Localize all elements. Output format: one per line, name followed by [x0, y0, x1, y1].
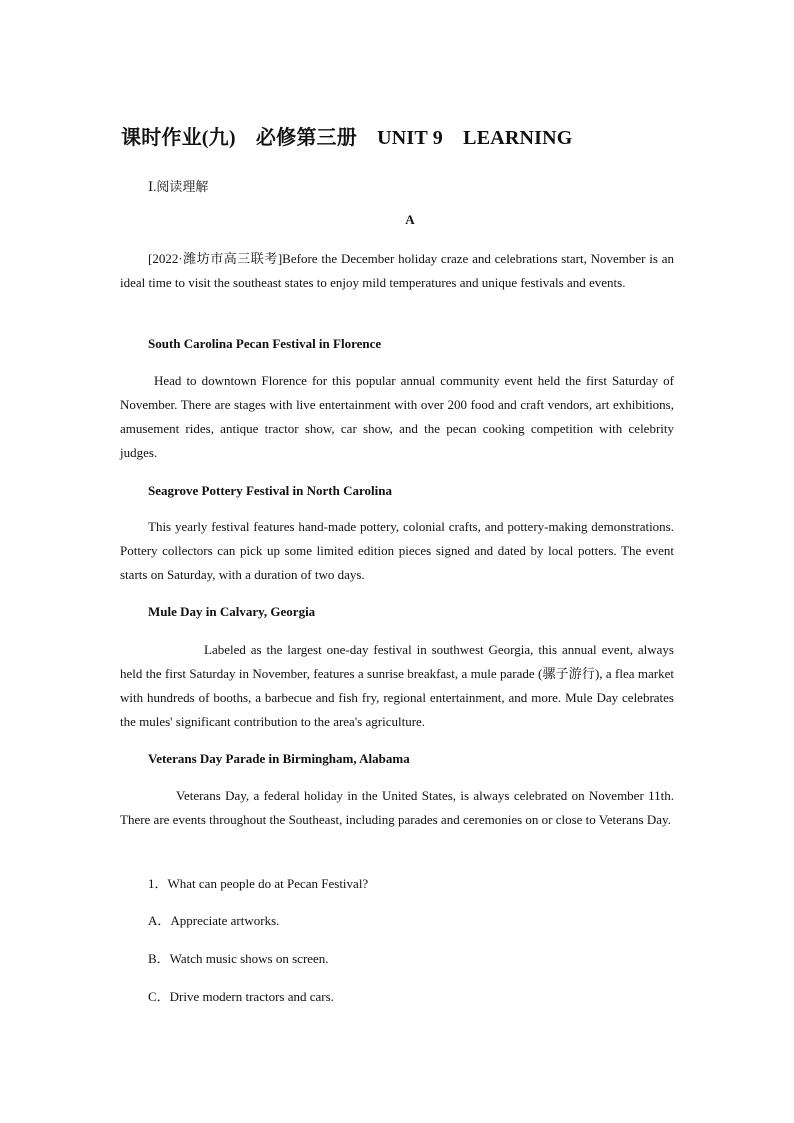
- festival-text-4: Veterans Day, a federal holiday in the United States, is always celebrated on November 11th. There are events throughout the Southeast, including parades and ceremonies on or close to Veterans Day.: [120, 788, 674, 827]
- festival-text-1: Head to downtown Florence for this popular annual community event held the first Saturday of November. There are stages with live entertainment with over 200 food and craft vendors, art exhibitions, amusement rides, antique tractor show, car show, and the pecan cooking competition with celebrity judges.: [120, 373, 674, 460]
- question-stem: 1．What can people do at Pecan Festival?: [148, 876, 369, 891]
- festival-heading-4: Veterans Day Parade in Birmingham, Alabama: [148, 751, 410, 766]
- option-b: B．Watch music shows on screen.: [148, 951, 329, 966]
- festival-text-2: This yearly festival features hand-made pottery, colonial crafts, and pottery-making demonstrations. Pottery collectors can pick up some limited edition pieces signed and dated by local potters. The event starts on Saturday, with a duration of two days.: [120, 519, 674, 582]
- option-a: A．Appreciate artworks.: [148, 913, 280, 928]
- intro-paragraph: [2022·潍坊市高三联考]Before the December holiday craze and celebrations start, November is an ideal time to visit the southeast states to enjoy mild temperatures and unique festivals and events.: [120, 251, 674, 290]
- option-c: C．Drive modern tractors and cars.: [148, 989, 334, 1004]
- section-label: Ⅰ.阅读理解: [148, 179, 209, 194]
- passage-label: A: [405, 212, 415, 227]
- festival-text-3: Labeled as the largest one-day festival in southwest Georgia, this annual event, always held the first Saturday in November, features a sunrise breakfast, a mule parade (骡子游行), a flea market with hundreds of booths, a barbecue and fish fry, regional entertainment, and more. Mule Day celebrates the mules' significant contribution to the area's agriculture.: [120, 642, 674, 729]
- page-title: 课时作业(九) 必修第三册 UNIT 9 LEARNING: [121, 127, 573, 149]
- festival-heading-1: South Carolina Pecan Festival in Florence: [148, 336, 382, 351]
- festival-heading-3: Mule Day in Calvary, Georgia: [148, 604, 316, 619]
- festival-heading-2: Seagrove Pottery Festival in North Carolina: [148, 483, 392, 498]
